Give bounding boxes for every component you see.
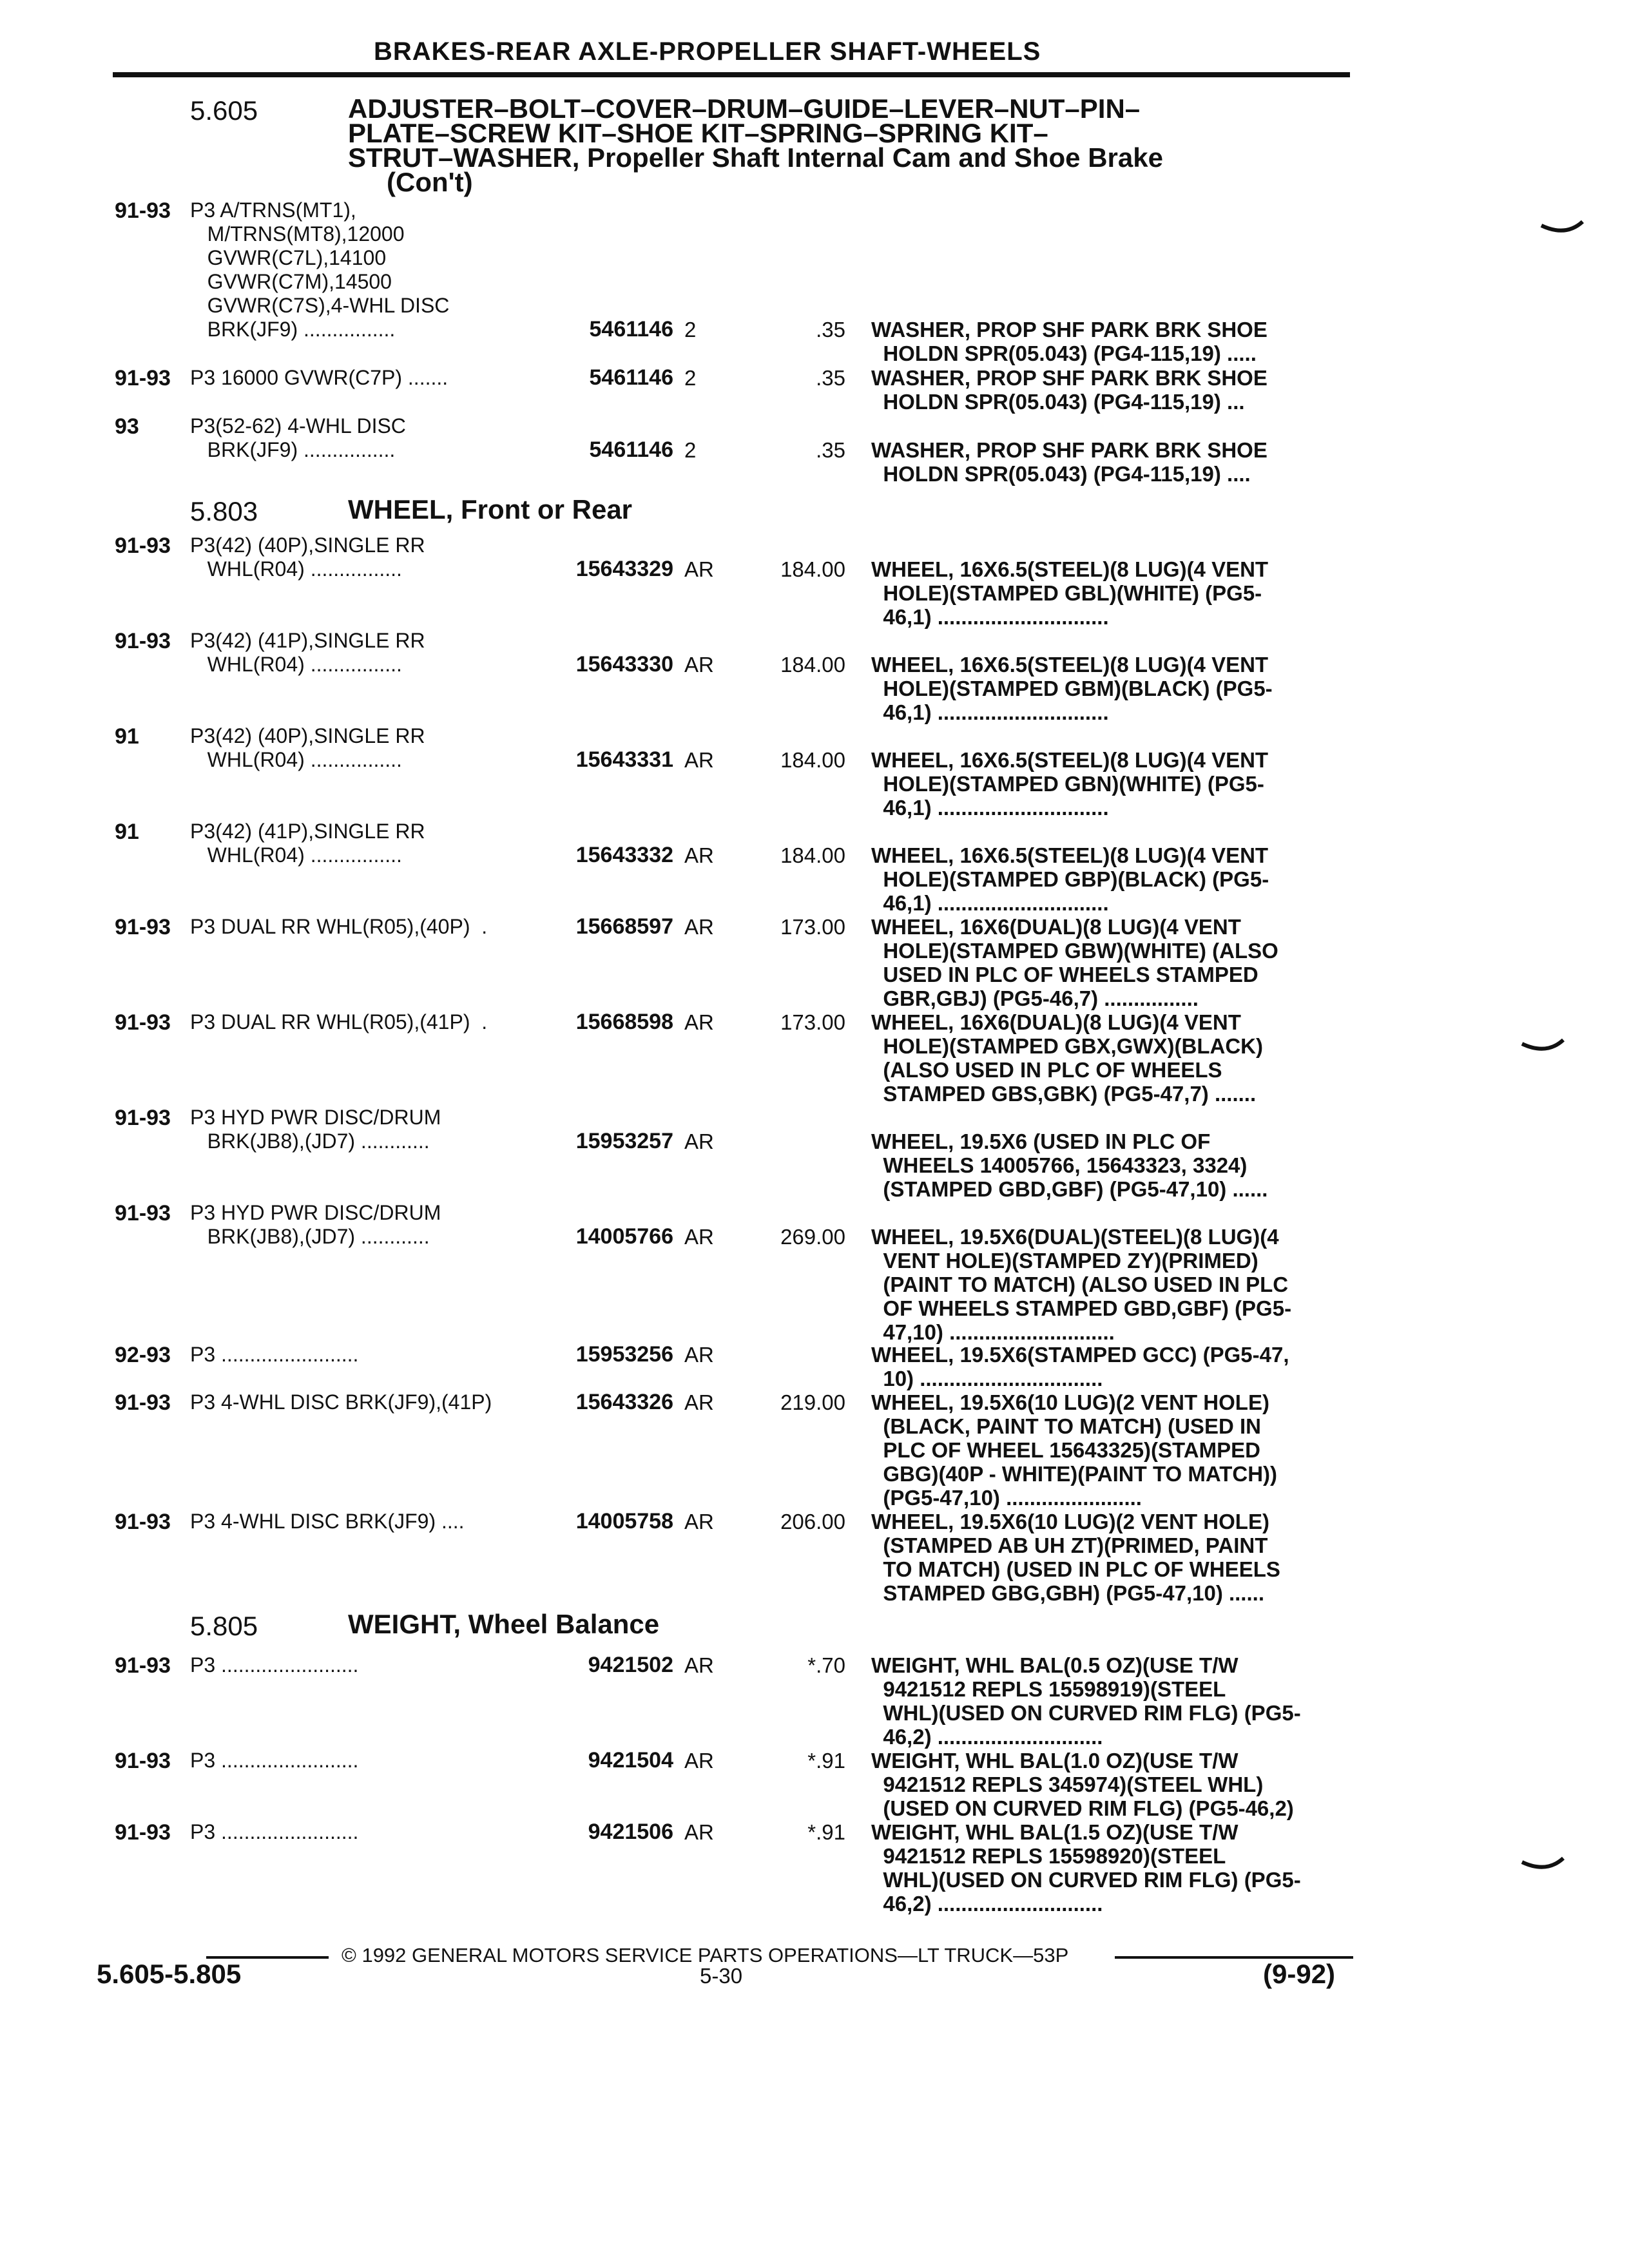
section-continued: (Con't) (387, 167, 473, 197)
row-price: 219.00 (780, 1390, 845, 1414)
row-quantity: 2 (684, 438, 697, 462)
row-part-description: WEIGHT, WHL BAL(0.5 OZ)(USE T/W 9421512 REPLS 15598919)(STEEL WHL)(USED ON CURVED RIM FLG) (PG5- 46,2) ............................ (871, 1653, 1301, 1749)
footer-copyright: © 1992 GENERAL MOTORS SERVICE PARTS OPERATIONS—LT TRUCK—53P (342, 1944, 1069, 1966)
row-years: 91-93 (115, 1749, 171, 1773)
row-quantity: AR (684, 557, 714, 581)
row-quantity: AR (684, 1653, 714, 1677)
row-quantity: AR (684, 1225, 714, 1249)
row-years: 91-93 (115, 1201, 171, 1225)
row-price: .35 (816, 318, 845, 341)
punch-mark-icon (1521, 1856, 1566, 1875)
row-years: 91 (115, 724, 139, 749)
row-part-number: 15643331 (575, 747, 673, 772)
row-part-number: 15668598 (575, 1010, 673, 1034)
row-part-number: 9421504 (588, 1748, 673, 1773)
section-title-line: ADJUSTER–BOLT–COVER–DRUM–GUIDE–LEVER–NUT–PIN– (348, 93, 1141, 124)
row-price: 184.00 (780, 843, 845, 867)
row-part-description: WHEEL, 16X6(DUAL)(8 LUG)(4 VENT HOLE)(STAMPED GBW)(WHITE) (ALSO USED IN PLC OF WHEELS STAMPED GBR,GBJ) (PG5-46,7) ................ (871, 915, 1278, 1010)
footer-page-number: 5-30 (700, 1964, 743, 1988)
page-title: BRAKES-REAR AXLE-PROPELLER SHAFT-WHEELS (374, 37, 1041, 66)
row-price: 184.00 (780, 748, 845, 772)
row-years: 91-93 (115, 533, 171, 558)
row-part-description: WHEEL, 19.5X6(10 LUG)(2 VENT HOLE) (BLACK, PAINT TO MATCH) (USED IN PLC OF WHEEL 15643325)(STAMPED GBG)(40P - WHITE)(PAINT TO MATCH)) (PG5-47,10) ....................... (871, 1390, 1278, 1510)
row-price: *.91 (807, 1749, 845, 1773)
section-title: WHEEL, Front or Rear (348, 494, 633, 524)
row-part-number: 15643329 (575, 557, 673, 581)
row-part-number: 5461146 (589, 365, 673, 390)
row-part-description: WHEEL, 19.5X6(10 LUG)(2 VENT HOLE) (STAMPED AB UH ZT)(PRIMED, PAINT TO MATCH) (USED IN PLC OF WHEELS STAMPED GBG,GBH) (PG5-47,10) ...... (871, 1510, 1280, 1605)
row-part-number: 9421506 (588, 1820, 673, 1844)
row-quantity: AR (684, 1390, 714, 1414)
row-description: P3 DUAL RR WHL(R05),(40P) . (190, 915, 488, 938)
row-price: .35 (816, 366, 845, 390)
row-quantity: AR (684, 653, 714, 677)
row-part-description: WASHER, PROP SHF PARK BRK SHOE HOLDN SPR(05.043) (PG4-115,19) ... (871, 366, 1268, 414)
row-description: P3 4-WHL DISC BRK(JF9),(41P) (190, 1390, 492, 1414)
section-title-line: PLATE–SCREW KIT–SHOE KIT–SPRING–SPRING KIT– (348, 118, 1048, 148)
row-part-description: WHEEL, 19.5X6 (USED IN PLC OF WHEELS 14005766, 15643323, 3324) (STAMPED GBD,GBF) (PG5-47,10) ...... (871, 1129, 1268, 1201)
section-number: 5.605 (190, 95, 258, 126)
row-description: P3 DUAL RR WHL(R05),(41P) . (190, 1010, 488, 1033)
row-part-number: 14005766 (575, 1224, 673, 1249)
row-price: 184.00 (780, 653, 845, 677)
row-part-description: WEIGHT, WHL BAL(1.0 OZ)(USE T/W 9421512 REPLS 345974)(STEEL WHL) (USED ON CURVED RIM FLG) (PG5-46,2) (871, 1749, 1294, 1820)
section-title (348, 93, 1163, 197)
row-description: P3 16000 GVWR(C7P) ....... (190, 366, 448, 389)
row-part-number: 14005758 (575, 1509, 673, 1533)
row-part-description: WEIGHT, WHL BAL(1.5 OZ)(USE T/W 9421512 REPLS 15598920)(STEEL WHL)(USED ON CURVED RIM FLG) (PG5- 46,2) ............................ (871, 1820, 1301, 1916)
row-quantity: AR (684, 1129, 714, 1153)
row-years: 92-93 (115, 1343, 171, 1367)
row-quantity: AR (684, 1749, 714, 1773)
row-price: 184.00 (780, 557, 845, 581)
section-title: WEIGHT, Wheel Balance (348, 1609, 660, 1639)
section-title-line: STRUT–WASHER, Propeller Shaft Internal Cam and Shoe Brake (348, 142, 1163, 173)
row-description: P3(42) (41P),SINGLE RR WHL(R04) ................ (190, 629, 425, 676)
row-part-number: 15643330 (575, 652, 673, 677)
row-part-description: WASHER, PROP SHF PARK BRK SHOE HOLDN SPR(05.043) (PG4-115,19) .... (871, 438, 1268, 486)
row-part-number: 5461146 (589, 437, 673, 462)
row-years: 91-93 (115, 1510, 171, 1534)
row-years: 91-93 (115, 1820, 171, 1845)
row-part-number: 15643326 (575, 1390, 673, 1414)
row-years: 91-93 (115, 366, 171, 390)
row-quantity: 2 (684, 366, 697, 390)
row-part-number: 15668597 (575, 914, 673, 939)
row-part-description: WHEEL, 16X6.5(STEEL)(8 LUG)(4 VENT HOLE)(STAMPED GBM)(BLACK) (PG5- 46,1) ............................. (871, 653, 1273, 724)
row-years: 91-93 (115, 1010, 171, 1035)
row-part-number: 15953256 (575, 1342, 673, 1367)
row-quantity: AR (684, 1343, 714, 1367)
footer-date-code: (9-92) (1263, 1959, 1336, 1989)
row-description: P3 ........................ (190, 1343, 359, 1366)
row-part-description: WHEEL, 16X6.5(STEEL)(8 LUG)(4 VENT HOLE)(STAMPED GBP)(BLACK) (PG5- 46,1) ............................. (871, 843, 1269, 915)
row-years: 91 (115, 820, 139, 844)
row-part-number: 15953257 (575, 1129, 673, 1153)
row-description: P3 ........................ (190, 1653, 359, 1677)
row-years: 91-93 (115, 1106, 171, 1130)
row-description: P3(52-62) 4-WHL DISC BRK(JF9) ................ (190, 414, 406, 461)
row-description: P3(42) (40P),SINGLE RR WHL(R04) ................ (190, 724, 425, 771)
row-part-description: WHEEL, 19.5X6(STAMPED GCC) (PG5-47, 10) ............................... (871, 1343, 1289, 1390)
row-price: *.91 (807, 1820, 845, 1844)
row-quantity: AR (684, 1820, 714, 1844)
row-years: 93 (115, 414, 139, 439)
row-quantity: AR (684, 748, 714, 772)
punch-mark-icon (1521, 1037, 1566, 1057)
row-years: 91-93 (115, 198, 171, 223)
row-part-description: WASHER, PROP SHF PARK BRK SHOE HOLDN SPR(05.043) (PG4-115,19) ..... (871, 318, 1268, 365)
row-part-description: WHEEL, 16X6(DUAL)(8 LUG)(4 VENT HOLE)(STAMPED GBX,GWX)(BLACK) (ALSO USED IN PLC OF WHEELS STAMPED GBS,GBK) (PG5-47,7) ....... (871, 1010, 1264, 1106)
row-description: P3 A/TRNS(MT1), M/TRNS(MT8),12000 GVWR(C7L),14100 GVWR(C7M),14500 GVWR(C7S),4-WHL DISC BRK(JF9) ................ (190, 198, 450, 341)
row-description: P3 HYD PWR DISC/DRUM BRK(JB8),(JD7) ............ (190, 1106, 441, 1153)
row-price: *.70 (807, 1653, 845, 1677)
row-quantity: AR (684, 1510, 714, 1533)
row-price: 173.00 (780, 915, 845, 939)
row-quantity: AR (684, 915, 714, 939)
row-part-number: 5461146 (589, 317, 673, 341)
row-part-description: WHEEL, 19.5X6(DUAL)(STEEL)(8 LUG)(4 VENT HOLE)(STAMPED ZY)(PRIMED) (PAINT TO MATCH) (ALSO USED IN PLC OF WHEELS STAMPED GBD,GBF) (PG5- 47,10) ............................ (871, 1225, 1292, 1344)
row-description: P3 ........................ (190, 1749, 359, 1772)
row-years: 91-93 (115, 629, 171, 653)
row-quantity: 2 (684, 318, 697, 341)
row-part-number: 9421502 (588, 1653, 673, 1677)
row-part-description: WHEEL, 16X6.5(STEEL)(8 LUG)(4 VENT HOLE)(STAMPED GBL)(WHITE) (PG5- 46,1) ............................. (871, 557, 1269, 629)
row-part-number: 15643332 (575, 843, 673, 867)
row-quantity: AR (684, 843, 714, 867)
section-number: 5.805 (190, 1611, 258, 1641)
section-number: 5.803 (190, 496, 258, 526)
row-part-description: WHEEL, 16X6.5(STEEL)(8 LUG)(4 VENT HOLE)(STAMPED GBN)(WHITE) (PG5- 46,1) ............................. (871, 748, 1269, 820)
footer-section-range: 5.605-5.805 (97, 1959, 242, 1989)
row-price: 269.00 (780, 1225, 845, 1249)
row-description: P3 4-WHL DISC BRK(JF9) .... (190, 1510, 465, 1533)
row-description: P3(42) (40P),SINGLE RR WHL(R04) ................ (190, 533, 425, 581)
row-price: 206.00 (780, 1510, 845, 1533)
punch-mark-icon (1540, 219, 1585, 238)
row-years: 91-93 (115, 915, 171, 939)
row-description: P3(42) (41P),SINGLE RR WHL(R04) ................ (190, 820, 425, 867)
row-description: P3 ........................ (190, 1820, 359, 1843)
row-years: 91-93 (115, 1390, 171, 1415)
row-price: .35 (816, 438, 845, 462)
row-quantity: AR (684, 1010, 714, 1034)
row-years: 91-93 (115, 1653, 171, 1678)
row-description: P3 HYD PWR DISC/DRUM BRK(JB8),(JD7) ............ (190, 1201, 441, 1248)
header-rule (113, 72, 1350, 77)
row-price: 173.00 (780, 1010, 845, 1034)
